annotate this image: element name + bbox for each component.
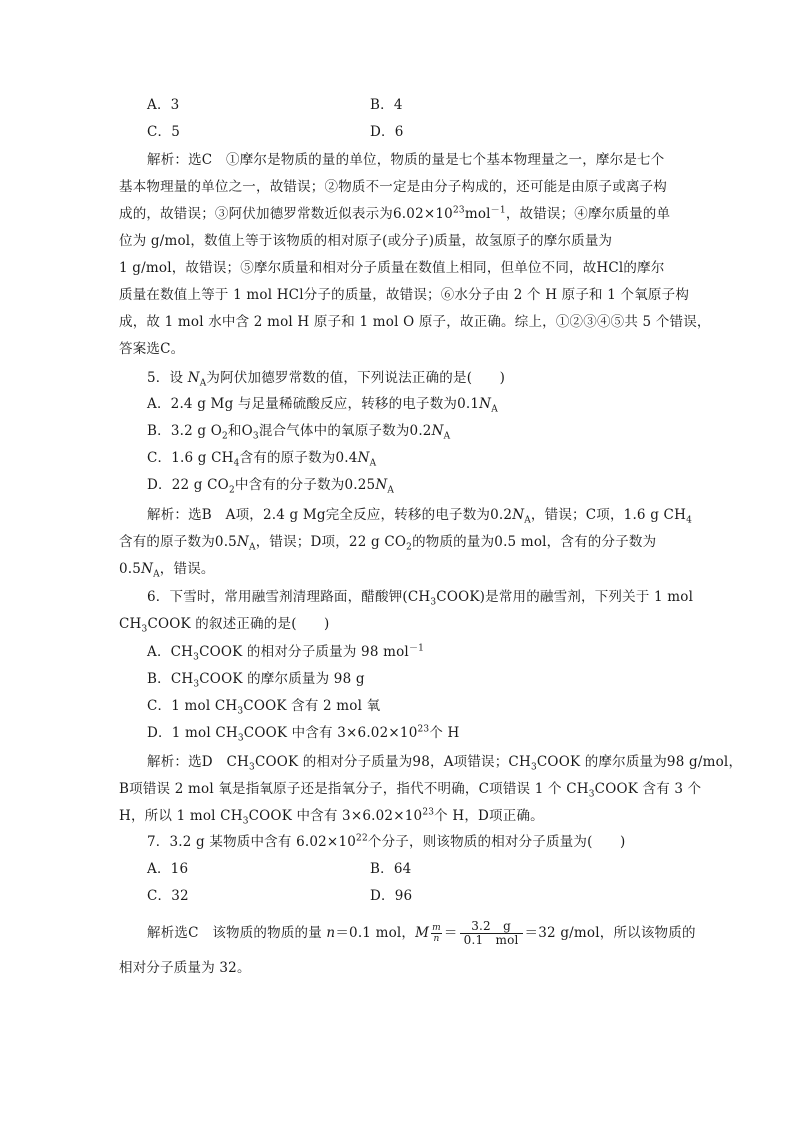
q7-option-d: D．96	[370, 888, 413, 904]
q6-explanation-line3: H，所以 1 mol $CH_3COOK$ 中含有 $3\times 6.02\times 10^{23}$个 H，D项正确。	[119, 807, 544, 827]
q4-option-b: B．4	[370, 97, 403, 113]
q4-option-c: C．5	[147, 124, 181, 140]
q4-explanation-line1: 解析：选C ①摩尔是物质的量的单位，物质的量是七个基本物理量之一，摩尔是七个	[147, 152, 665, 168]
q7-explanation-line2: 相对分子质量为 32。	[119, 960, 251, 976]
q6-stem-line2: $CH_3COOK$ 的叙述正确的是( )	[119, 616, 330, 635]
q5-option-a: A．2.4 g Mg 与足量稀硫酸反应，转移的电子数为$0.1N_A$	[147, 396, 498, 415]
q7-option-a: A．16	[147, 861, 189, 877]
q7-fraction-numeric: $\frac{3.2 g}{\text{0.1 mol}}$	[460, 920, 523, 947]
q7-explanation-line1: 解析选C 该物质的物质的量 n＝0.1 mol，M $\frac{m}{n}$ ＝ $\frac{3.2 g}{\text{0.1 mol}}$ ＝32 g/mol，所以该物质的	[147, 919, 696, 947]
q5-explanation-line1: 解析：选B A项，2.4 g Mg完全反应，转移的电子数为$0.2N_A$，错误；C项，1.6 g $CH_4$	[147, 507, 692, 526]
q5-stem: 5．设 $N_A$为阿伏加德罗常数的值，下列说法正确的是( )	[147, 370, 506, 389]
q6-option-d: D．1 mol $CH_3COOK$ 中含有 $3\times 6.02\times 10^{23}$个 H	[147, 724, 460, 744]
q4-explanation-line4: 位为 g/mol，数值上等于该物质的相对原子(或分子)质量，故氢原子的摩尔质量为	[119, 233, 613, 249]
q6-option-c: C．1 mol $CH_3COOK$ 含有 2 mol 氧	[147, 698, 381, 717]
q4-explanation-line3: 成的，故错误；③阿伏加德罗常数近似表示为$6.02\times 10^{23}mol^{-1}$，故错误；④摩尔质量的单	[119, 205, 671, 222]
q7-option-c: C．32	[147, 888, 189, 904]
q5-option-d: D．22 g $CO_2$中含有的分子数为$0.25N_A$	[147, 477, 395, 496]
q5-option-c: C．1.6 g $CH_4$含有的原子数为$0.4N_A$	[147, 450, 377, 469]
q6-explanation-line1: 解析：选D $CH_3COOK$ 的相对分子质量为98，A项错误；$CH_3COOK$ 的摩尔质量为98 g/mol，	[147, 754, 743, 773]
q4-explanation-line5: 1 g/mol，故错误；⑤摩尔质量和相对分子质量在数值上相同，但单位不同，故HCl的摩尔	[119, 260, 665, 276]
q5-explanation-line3: $0.5N_A$，错误。	[119, 561, 215, 580]
q4-options-row2	[147, 121, 684, 143]
q6-explanation-line2: B项错误 2 mol 氧是指氧原子还是指氧分子，指代不明确，C项错误 1 个 $CH_3COOK$ 含有 3 个	[119, 781, 702, 800]
q4-explanation-line7: 成，故 1 mol 水中含 2 mol H 原子和 1 mol O 原子，故正确。综上，①②③④⑤共 5 个错误，	[119, 314, 711, 330]
q4-explanation-line8: 答案选C。	[119, 341, 185, 357]
q5-explanation-line2: 含有的原子数为$0.5N_A$，错误；D项，22 g $CO_2$的物质的量为0.5 mol，含有的分子数为	[119, 534, 657, 553]
q7-option-b: B．64	[370, 861, 412, 877]
q7-options-row1	[147, 858, 684, 880]
q4-explanation-line2: 基本物理量的单位之一，故错误；②物质不一定是由分子构成的，还可能是由原子或离子构	[119, 179, 667, 195]
q6-option-a: A．$CH_3COOK$ 的相对分子质量为 98 mol$^{-1}$	[147, 643, 425, 663]
q4-option-d: D．6	[370, 124, 404, 140]
q4-explanation-line6: 质量在数值上等于 1 mol HCl分子的质量，故错误；⑥水分子由 2 个 H 原子和 1 个氧原子构	[119, 287, 690, 303]
q4-option-a: A．3	[147, 97, 180, 113]
q7-options-row2	[147, 885, 684, 907]
q5-option-b: B．3.2 g $O_2$和$O_3$混合气体中的氧原子数为$0.2N_A$	[147, 423, 451, 442]
q7-stem: 7．3.2 g 某物质中含有 $6.02\times 10^{22}$个分子，则该物质的相对分子质量为( )	[147, 833, 626, 850]
q6-stem-line1: 6．下雪时，常用融雪剂清理路面，醋酸钾$(CH_3COOK)$是常用的融雪剂，下列关于 1 mol	[147, 589, 694, 608]
q7-fraction-symbolic: $\frac{m}{n}$	[432, 923, 441, 944]
q6-option-b: B．$CH_3COOK$ 的摩尔质量为 98 g	[147, 671, 365, 690]
q4-options-row1	[147, 94, 684, 116]
